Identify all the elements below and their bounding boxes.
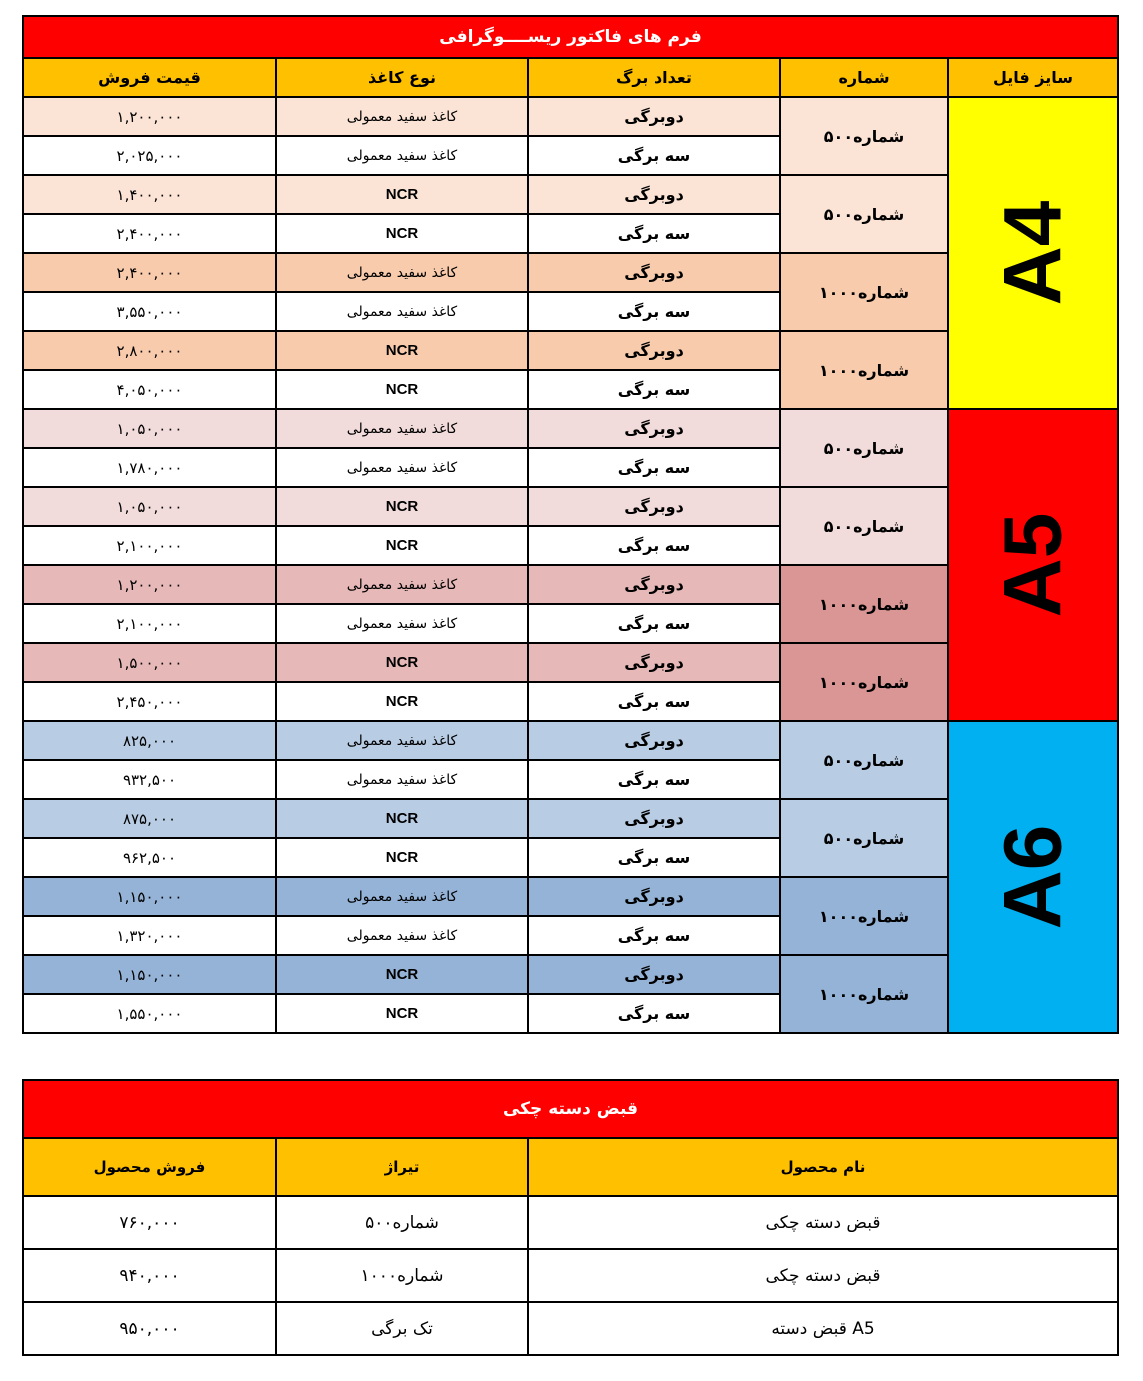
table-row: [23, 1196, 1118, 1249]
sheet-count-cell: سه برگی: [528, 370, 780, 409]
quantity-cell: ۵۰۰شماره: [780, 97, 948, 175]
sheet-count-cell: سه برگی: [528, 448, 780, 487]
quantity-cell: ۵۰۰شماره: [780, 409, 948, 487]
header-file-size: سایز فایل: [948, 58, 1118, 97]
quantity-cell: ۱۰۰۰شماره: [780, 331, 948, 409]
file-size-label: A4: [986, 200, 1078, 306]
quantity-cell: ۱۰۰۰شماره: [780, 877, 948, 955]
paper-type-cell: کاغذ سفید معمولی: [276, 97, 528, 136]
price-cell: ۹۶۲,۵۰۰: [23, 838, 276, 877]
file-size-cell: [948, 409, 1118, 721]
main-title-row: [23, 16, 1118, 58]
sheet-count-cell: سه برگی: [528, 214, 780, 253]
sheet-count-cell: سه برگی: [528, 292, 780, 331]
quantity-cell: ۵۰۰شماره: [780, 799, 948, 877]
paper-type-cell: کاغذ سفید معمولی: [276, 565, 528, 604]
sheet-count-cell: سه برگی: [528, 526, 780, 565]
price-cell: ۱,۱۵۰,۰۰۰: [23, 877, 276, 916]
sheet-count-cell: سه برگی: [528, 682, 780, 721]
file-size-cell: [948, 721, 1118, 1033]
paper-type-cell: NCR: [276, 682, 528, 721]
table-row: [23, 1249, 1118, 1302]
paper-type-cell: NCR: [276, 214, 528, 253]
sheet-count-cell: دوبرگی: [528, 877, 780, 916]
price-cell: ۱,۵۰۰,۰۰۰: [23, 643, 276, 682]
header-price: قیمت فروش: [23, 58, 276, 97]
invoice-forms-price-table: [22, 15, 1119, 1034]
sheet-count-cell: سه برگی: [528, 760, 780, 799]
circulation-cell: ۵۰۰شماره: [276, 1196, 528, 1249]
header-paper-type: نوع کاغذ: [276, 58, 528, 97]
price-cell: ۴,۰۵۰,۰۰۰: [23, 370, 276, 409]
main-header-row: [23, 58, 1118, 97]
price-cell: ۱,۷۸۰,۰۰۰: [23, 448, 276, 487]
quantity-cell: ۱۰۰۰شماره: [780, 643, 948, 721]
circulation-cell: تک برگی: [276, 1302, 528, 1355]
sheet-count-cell: سه برگی: [528, 604, 780, 643]
price-cell: ۲,۴۵۰,۰۰۰: [23, 682, 276, 721]
receipt-header-price: فروش محصول: [23, 1138, 276, 1196]
paper-type-cell: NCR: [276, 994, 528, 1033]
header-quantity: شماره: [780, 58, 948, 97]
sheet-count-cell: سه برگی: [528, 994, 780, 1033]
price-cell: ۹۳۲,۵۰۰: [23, 760, 276, 799]
sheet-count-cell: دوبرگی: [528, 955, 780, 994]
product-name-cell: قبض دسته A5: [528, 1302, 1118, 1355]
price-cell: ۲,۸۰۰,۰۰۰: [23, 331, 276, 370]
receipt-header-product: نام محصول: [528, 1138, 1118, 1196]
file-size-cell: [948, 97, 1118, 409]
sheet-count-cell: دوبرگی: [528, 175, 780, 214]
receipt-header-circulation: تیراژ: [276, 1138, 528, 1196]
sheet-count-cell: دوبرگی: [528, 643, 780, 682]
paper-type-cell: NCR: [276, 955, 528, 994]
sheet-count-cell: دوبرگی: [528, 253, 780, 292]
price-cell: ۱,۴۰۰,۰۰۰: [23, 175, 276, 214]
price-cell: ۲,۴۰۰,۰۰۰: [23, 214, 276, 253]
quantity-cell: ۱۰۰۰شماره: [780, 253, 948, 331]
paper-type-cell: کاغذ سفید معمولی: [276, 292, 528, 331]
sheet-count-cell: سه برگی: [528, 136, 780, 175]
paper-type-cell: کاغذ سفید معمولی: [276, 448, 528, 487]
price-cell: ۱,۳۲۰,۰۰۰: [23, 916, 276, 955]
table-row: [23, 97, 1118, 136]
receipt-price-cell: ۹۵۰,۰۰۰: [23, 1302, 276, 1355]
paper-type-cell: NCR: [276, 643, 528, 682]
quantity-cell: ۱۰۰۰شماره: [780, 955, 948, 1033]
paper-type-cell: کاغذ سفید معمولی: [276, 721, 528, 760]
quantity-cell: ۵۰۰شماره: [780, 487, 948, 565]
price-cell: ۲,۰۲۵,۰۰۰: [23, 136, 276, 175]
paper-type-cell: NCR: [276, 487, 528, 526]
paper-type-cell: NCR: [276, 370, 528, 409]
paper-type-cell: کاغذ سفید معمولی: [276, 760, 528, 799]
sheet-count-cell: دوبرگی: [528, 331, 780, 370]
paper-type-cell: کاغذ سفید معمولی: [276, 604, 528, 643]
table-row: [23, 1302, 1118, 1355]
paper-type-cell: کاغذ سفید معمولی: [276, 136, 528, 175]
sheet-count-cell: دوبرگی: [528, 409, 780, 448]
price-cell: ۸۷۵,۰۰۰: [23, 799, 276, 838]
circulation-cell: ۱۰۰۰شماره: [276, 1249, 528, 1302]
sheet-count-cell: دوبرگی: [528, 487, 780, 526]
receipt-book-price-table: [22, 1079, 1119, 1356]
sheet-count-cell: دوبرگی: [528, 721, 780, 760]
price-cell: ۸۲۵,۰۰۰: [23, 721, 276, 760]
sheet-count-cell: دوبرگی: [528, 799, 780, 838]
price-cell: ۳,۵۵۰,۰۰۰: [23, 292, 276, 331]
price-cell: ۱,۲۰۰,۰۰۰: [23, 565, 276, 604]
paper-type-cell: NCR: [276, 331, 528, 370]
file-size-label: A5: [986, 512, 1078, 618]
paper-type-cell: کاغذ سفید معمولی: [276, 916, 528, 955]
table-row: [23, 721, 1118, 760]
price-cell: ۲,۴۰۰,۰۰۰: [23, 253, 276, 292]
paper-type-cell: کاغذ سفید معمولی: [276, 253, 528, 292]
paper-type-cell: NCR: [276, 838, 528, 877]
quantity-cell: ۱۰۰۰شماره: [780, 565, 948, 643]
receipt-title-row: [23, 1080, 1118, 1138]
price-cell: ۲,۱۰۰,۰۰۰: [23, 526, 276, 565]
price-cell: ۱,۰۵۰,۰۰۰: [23, 409, 276, 448]
sheet-count-cell: دوبرگی: [528, 565, 780, 604]
price-cell: ۱,۵۵۰,۰۰۰: [23, 994, 276, 1033]
paper-type-cell: کاغذ سفید معمولی: [276, 409, 528, 448]
sheet-count-cell: سه برگی: [528, 916, 780, 955]
price-cell: ۲,۱۰۰,۰۰۰: [23, 604, 276, 643]
sheet-count-cell: سه برگی: [528, 838, 780, 877]
receipt-table-title: قبض دسته چکی: [23, 1080, 1118, 1138]
price-cell: ۱,۰۵۰,۰۰۰: [23, 487, 276, 526]
quantity-cell: ۵۰۰شماره: [780, 721, 948, 799]
file-size-label: A6: [986, 824, 1078, 930]
price-cell: ۱,۲۰۰,۰۰۰: [23, 97, 276, 136]
paper-type-cell: NCR: [276, 175, 528, 214]
main-table-title: فرم های فاکتور ریســــوگرافی: [23, 16, 1118, 58]
receipt-price-cell: ۷۶۰,۰۰۰: [23, 1196, 276, 1249]
sheet-count-cell: دوبرگی: [528, 97, 780, 136]
paper-type-cell: NCR: [276, 799, 528, 838]
receipt-header-row: [23, 1138, 1118, 1196]
paper-type-cell: کاغذ سفید معمولی: [276, 877, 528, 916]
price-cell: ۱,۱۵۰,۰۰۰: [23, 955, 276, 994]
header-sheet-count: تعداد برگ: [528, 58, 780, 97]
product-name-cell: قبض دسته چکی: [528, 1249, 1118, 1302]
product-name-cell: قبض دسته چکی: [528, 1196, 1118, 1249]
receipt-price-cell: ۹۴۰,۰۰۰: [23, 1249, 276, 1302]
table-row: [23, 409, 1118, 448]
quantity-cell: ۵۰۰شماره: [780, 175, 948, 253]
paper-type-cell: NCR: [276, 526, 528, 565]
